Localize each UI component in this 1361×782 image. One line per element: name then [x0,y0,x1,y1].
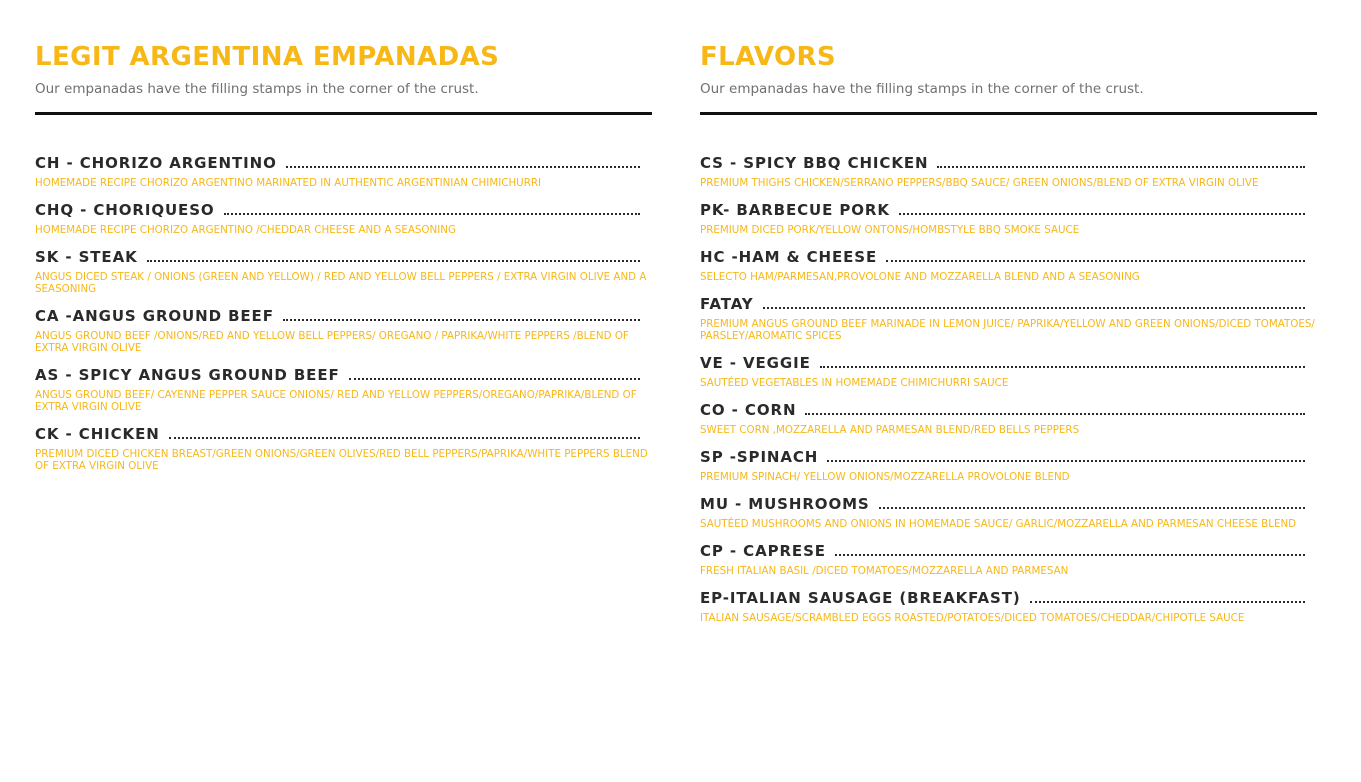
section-title: LEGIT ARGENTINA EMPANADAS [35,42,500,72]
menu-item-header [700,447,1305,467]
menu-item-description: ANGUS GROUND BEEF /ONIONS/RED AND YELLOW BELL PEPPERS/ OREGANO / PAPRIKA/WHITE PEPPERS /BLEND OF EXTRA VIRGIN OLIVE [35,330,629,354]
dotted-leader [763,307,1305,309]
dotted-leader [827,460,1305,462]
menu-item [700,588,1317,624]
menu-item [700,353,1317,389]
dotted-leader [147,260,640,262]
dotted-leader [835,554,1305,556]
menu-item [35,365,652,413]
menu-item-description: ANGUS GROUND BEEF/ CAYENNE PEPPER SAUCE ONIONS/ RED AND YELLOW PEPPERS/OREGANO/PAPRIKA/BLEND OF EXTRA VIRGIN OLIVE [35,389,637,413]
menu-item-description: HOMEMADE RECIPE CHORIZO ARGENTINO MARINATED IN AUTHENTIC ARGENTINIAN CHIMICHURRI [35,177,542,189]
dotted-leader [820,366,1305,368]
section-divider [700,112,1317,115]
menu-item-header [35,153,640,173]
menu-item [35,424,652,472]
dotted-leader [1030,601,1305,603]
dotted-leader [224,213,640,215]
menu-item-name: FATAY [700,295,754,313]
empanadas-menu-section [35,40,652,483]
menu-item [700,153,1317,189]
menu-item-header [700,247,1305,267]
menu-item-name: MU - MUSHROOMS [700,495,870,513]
menu-item [700,400,1317,436]
menu-item-header [700,353,1305,373]
section-divider [35,112,652,115]
menu-item [35,306,652,354]
menu-item-header [35,306,640,326]
menu-item-header [700,153,1305,173]
menu-item [700,294,1317,342]
menu-item-name: EP-ITALIAN SAUSAGE (BREAKFAST) [700,589,1021,607]
dotted-leader [805,413,1305,415]
dotted-leader [886,260,1305,262]
menu-item [35,200,652,236]
menu-item-description: ITALIAN SAUSAGE/SCRAMBLED EGGS ROASTED/POTATOES/DICED TOMATOES/CHEDDAR/CHIPOTLE SAUCE [700,612,1245,624]
menu-item [700,447,1317,483]
menu-item-header [35,247,640,267]
menu-item-description: SAUTÉED VEGETABLES IN HOMEMADE CHIMICHURRI SAUCE [700,377,1009,389]
menu-item-description: HOMEMADE RECIPE CHORIZO ARGENTINO /CHEDDAR CHEESE AND A SEASONING [35,224,456,236]
menu-item-description: FRESH ITALIAN BASIL /DICED TOMATOES/MOZZARELLA AND PARMESAN [700,565,1069,577]
menu-item-name: CHQ - CHORIQUESO [35,201,215,219]
flavors-menu-section [700,40,1317,635]
menu-item-description: SAUTÉED MUSHROOMS AND ONIONS IN HOMEMADE SAUCE/ GARLIC/MOZZARELLA AND PARMESAN CHEESE BLEND [700,518,1297,530]
section-subtitle: Our empanadas have the filling stamps in the corner of the crust. [700,81,1144,97]
menu-item-name: CP - CAPRESE [700,542,826,560]
menu-item-description: SWEET CORN ,MOZZARELLA AND PARMESAN BLEND/RED BELLS PEPPERS [700,424,1080,436]
menu-item-header [700,541,1305,561]
menu-item-name: AS - SPICY ANGUS GROUND BEEF [35,366,340,384]
dotted-leader [283,319,640,321]
menu-item-description: PREMIUM THIGHS CHICKEN/SERRANO PEPPERS/BBQ SAUCE/ GREEN ONIONS/BLEND OF EXTRA VIRGIN OLIVE [700,177,1259,189]
dotted-leader [899,213,1305,215]
menu-item-description: SELECTO HAM/PARMESAN,PROVOLONE AND MOZZARELLA BLEND AND A SEASONING [700,271,1140,283]
menu-item [35,153,652,189]
menu-item [700,494,1317,530]
dotted-leader [286,166,640,168]
menu-item-list [700,153,1317,624]
menu-item [35,247,652,295]
dotted-leader [937,166,1305,168]
section-title: FLAVORS [700,42,836,72]
menu-item-name: CO - CORN [700,401,797,419]
menu-item-name: SP -SPINACH [700,448,819,466]
menu-item-header [35,424,640,444]
menu-item [700,200,1317,236]
menu-item-description: PREMIUM ANGUS GROUND BEEF MARINADE IN LEMON JUICE/ PAPRIKA/YELLOW AND GREEN ONIONS/DICED TOMATOES/ PARSLEY/AROMATIC SPICES [700,318,1315,342]
menu-item [700,541,1317,577]
menu-item-header [700,494,1305,514]
menu-item-description: PREMIUM SPINACH/ YELLOW ONIONS/MOZZARELLA PROVOLONE BLEND [700,471,1070,483]
menu-item-description: PREMIUM DICED PORK/YELLOW ONTONS/HOMBSTYLE BBQ SMOKE SAUCE [700,224,1080,236]
dotted-leader [349,378,640,380]
menu-item-name: CH - CHORIZO ARGENTINO [35,154,277,172]
menu-item-description: ANGUS DICED STEAK / ONIONS (GREEN AND YELLOW) / RED AND YELLOW BELL PEPPERS / EXTRA VIRGIN OLIVE AND A SEASONING [35,271,647,295]
menu-item-header [35,200,640,220]
menu-item-name: VE - VEGGIE [700,354,811,372]
menu-item-name: HC -HAM & CHEESE [700,248,878,266]
menu-item-list [35,153,652,472]
menu-item-name: CA -ANGUS GROUND BEEF [35,307,274,325]
menu-item-name: SK - STEAK [35,248,138,266]
section-subtitle: Our empanadas have the filling stamps in the corner of the crust. [35,81,479,97]
menu-item-header [700,200,1305,220]
dotted-leader [879,507,1305,509]
menu-item-name: CK - CHICKEN [35,425,160,443]
menu-item [700,247,1317,283]
menu-item-name: PK- BARBECUE PORK [700,201,890,219]
menu-item-header [700,400,1305,420]
menu-item-description: PREMIUM DICED CHICKEN BREAST/GREEN ONIONS/GREEN OLIVES/RED BELL PEPPERS/PAPRIKA/WHITE PEPPERS BLEND OF EXTRA VIRGIN OLIVE [35,448,648,472]
menu-item-header [700,588,1305,608]
menu-item-name: CS - SPICY BBQ CHICKEN [700,154,929,172]
dotted-leader [169,437,640,439]
menu-item-header [35,365,640,385]
menu-item-header [700,294,1305,314]
